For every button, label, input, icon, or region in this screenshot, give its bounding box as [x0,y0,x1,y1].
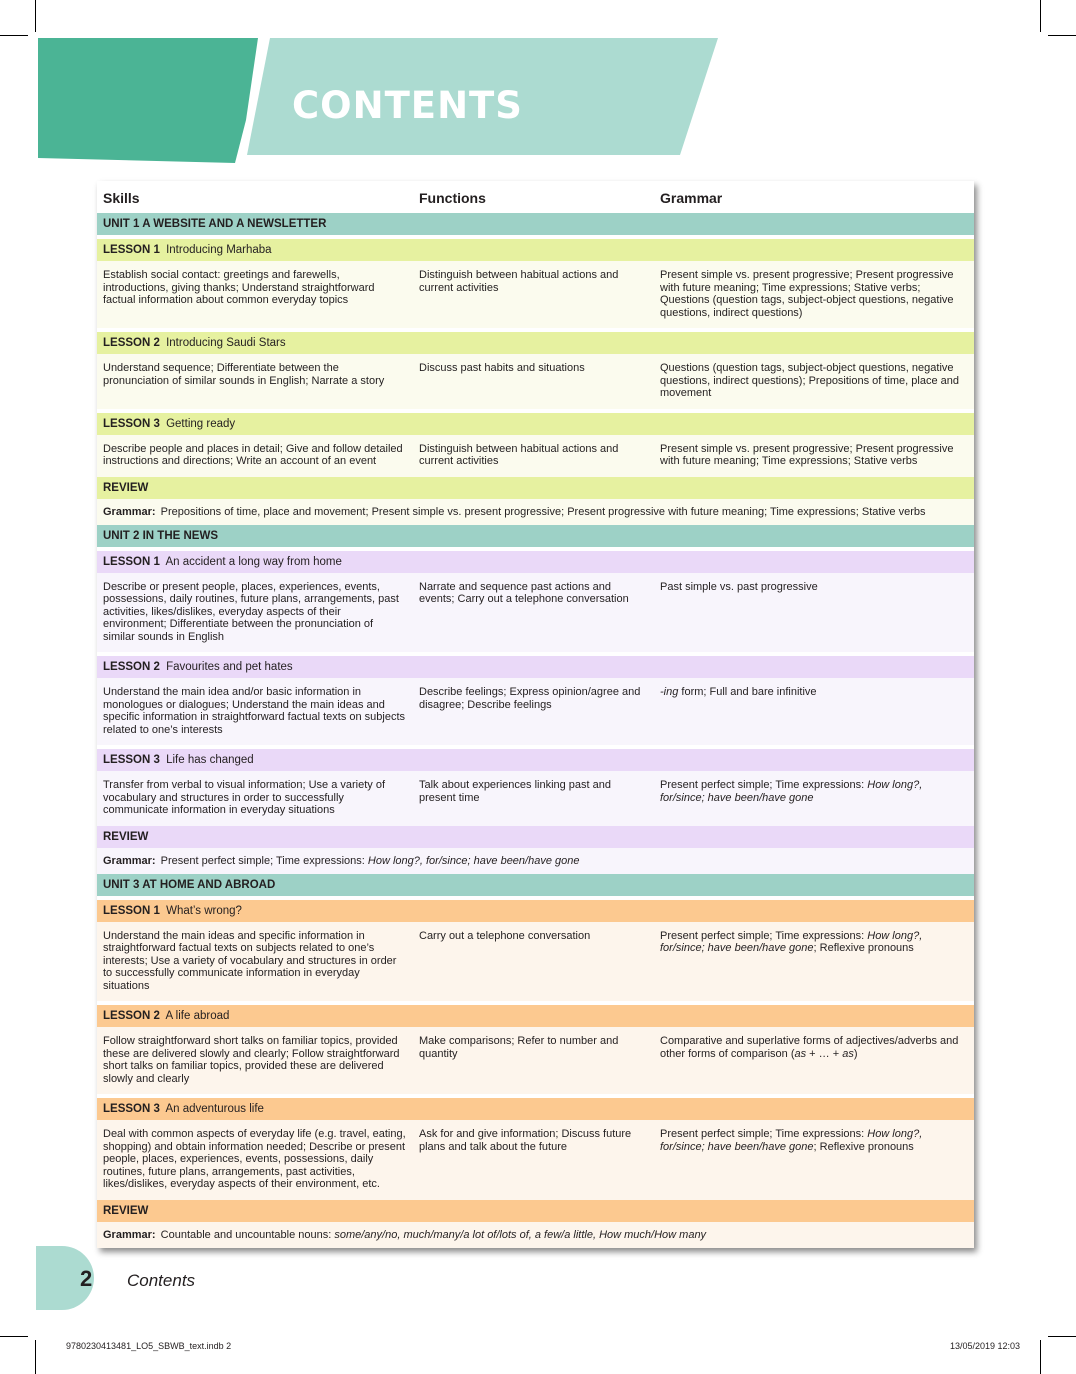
lesson-name: Getting ready [166,417,236,430]
lesson-name: An accident a long way from home [165,555,342,568]
review-grammar [97,848,974,874]
review-grammar [97,1222,974,1248]
functions-cell: Talk about experiences linking past and present time [413,771,654,826]
print-slug-date: 13/05/2019 12:03 [950,1341,1021,1351]
print-slug-file: 9780230413481_LO5_SBWB_text.indb 2 [66,1341,232,1351]
lesson-name: An adventurous life [165,1103,264,1115]
grammar-italic: How long?, for/since; have been/have gone [660,779,923,804]
grammar-cell: Present simple vs. present progressive; Present progressive with future meaning; Time expressions; Stative verbs; Questions (question tags, subject-object questions, negative questions, indirect questions) [654,261,974,328]
skills-cell: Understand sequence; Differentiate between the pronunciation of similar sounds in English; Narrate a story [97,354,413,409]
functions-cell: Discuss past habits and situations [413,354,654,409]
review-grammar-italic: some/any/no, much/many/a lot of/lots of, a few/a little, How much/How many [334,1228,707,1241]
lesson-content-row [97,771,974,826]
column-header-grammar: Grammar [660,190,723,206]
lesson-content-row [97,261,974,328]
lesson-label: LESSON 3 [103,1103,160,1115]
grammar-italic: How long?, for/since; have been/have gone [660,1128,923,1153]
lesson-label: LESSON 1 [103,555,160,568]
page-title: CONTENTS [292,84,523,127]
column-header-skills: Skills [103,190,140,206]
lesson-content-row [97,678,974,745]
review-grammar-label: Grammar: [103,1228,156,1241]
lesson-name: A life abroad [165,1010,230,1022]
review-grammar-text: Present perfect simple; Time expressions: [160,854,368,867]
review-grammar-text: Prepositions of time, place and movement; Present simple vs. present progressive; Present progressive with future meaning; Time expressions; Stative verbs [160,505,926,518]
lesson-content-row [97,922,974,1002]
grammar-cell: Past simple vs. past progressive [654,573,974,653]
grammar-cell [654,771,974,826]
skills-cell: Transfer from verbal to visual information; Use a variety of vocabulary and structures in order to successfully communicate information in everyday situations [97,771,413,826]
grammar-cell: Questions (question tags, subject-object questions, negative questions, indirect questions); Prepositions of time, place and movement [654,354,974,409]
skills-cell: Understand the main ideas and specific information in straightforward factual texts on subjects related to one’s interests; Use a variety of vocabulary and structures in order to successfully communicate information in everyday situations [97,922,413,1002]
crop-mark [0,1336,28,1337]
lesson-label: LESSON 2 [103,337,160,349]
column-header-row [97,181,974,213]
grammar-tail: ; Reflexive pronouns [813,1140,914,1153]
skills-cell: Establish social contact: greetings and farewells, introductions, giving thanks; Understand straightforward factual information about common everyday topics [97,261,413,328]
lesson-label: LESSON 2 [103,661,160,673]
page-number: 2 [80,1266,93,1291]
lesson-header [97,1005,974,1027]
lesson-name: What’s wrong? [166,904,242,917]
header-banner [0,0,1076,170]
unit-title: UNIT 3 AT HOME AND ABROAD [97,874,974,896]
grammar-cell [654,678,974,745]
functions-cell: Carry out a telephone conversation [413,922,654,1002]
crop-mark [1040,1340,1041,1374]
lesson-label: LESSON 3 [103,417,160,430]
grammar-cell: Present simple vs. present progressive; Present progressive with future meaning; Time expressions; Stative verbs [654,435,974,477]
functions-cell: Distinguish between habitual actions and current activities [413,435,654,477]
unit-2 [97,525,974,874]
crop-mark [1048,1336,1076,1337]
lesson-content-row [97,1027,974,1094]
grammar-cell [654,1027,974,1094]
review-grammar [97,499,974,525]
lesson-label: LESSON 3 [103,754,160,766]
grammar-italic: as [794,1047,807,1060]
review-header: REVIEW [97,477,974,499]
review-grammar-text: Countable and uncountable nouns: [160,1228,335,1241]
grammar-italic: How long?, for/since; have been/have gone [660,929,923,954]
skills-cell: Deal with common aspects of everyday life (e.g. travel, eating, shopping) and obtain information needed; Describe or present people, places, experiences, events, possessions, daily routines, future plans, arrangements, past activities, likes/dislikes, everyday aspects of their environment, etc. [97,1120,413,1200]
lesson-name: Introducing Marhaba [166,244,272,256]
unit-1 [97,213,974,525]
lesson-header [97,332,974,354]
review-grammar-label: Grammar: [103,854,156,867]
lesson-header [97,551,974,573]
lesson-header [97,656,974,678]
grammar-tail: ; Reflexive pronouns [813,942,914,954]
column-header-functions: Functions [419,190,486,206]
skills-cell: Understand the main idea and/or basic information in monologues or dialogues; Understand the main ideas and specific information in straightforward factual texts on subjects related to one’s interests [97,678,413,745]
lesson-header [97,1098,974,1120]
grammar-text: Comparative and superlative forms of adjectives/adverbs and other forms of comparison ( [660,1035,959,1060]
grammar-cell [654,922,974,1002]
unit-title: UNIT 1 A WEBSITE AND A NEWSLETTER [97,213,974,235]
skills-cell: Describe or present people, places, experiences, events, possessions, daily routines, future plans, arrangements, past activities, likes/dislikes, everyday aspects of their environment; Differentiate between the pronunciation of similar sounds in English [97,573,413,653]
contents-table [97,181,974,1248]
lesson-content-row [97,435,974,477]
lesson-content-row [97,573,974,653]
lesson-label: LESSON 1 [103,904,160,917]
header-shapes [0,0,1076,170]
skills-cell: Describe people and places in detail; Give and follow detailed instructions and directions; Write an account of an event [97,435,413,477]
lesson-label: LESSON 2 [103,1010,160,1022]
review-header: REVIEW [97,826,974,848]
lesson-content-row [97,1120,974,1200]
grammar-text: Present perfect simple; Time expressions: [660,1128,868,1140]
functions-cell: Narrate and sequence past actions and events; Carry out a telephone conversation [413,573,654,653]
lesson-label: LESSON 1 [103,244,160,256]
functions-cell: Describe feelings; Express opinion/agree and disagree; Describe feelings [413,678,654,745]
lesson-header [97,239,974,261]
header-dark-shape [38,38,258,163]
lesson-header [97,900,974,922]
review-grammar-italic: How long?, for/since; have been/have gone [367,854,580,867]
functions-cell: Distinguish between habitual actions and current activities [413,261,654,328]
review-header: REVIEW [97,1200,974,1222]
skills-cell: Follow straightforward short talks on familiar topics, provided these are delivered slowly and clearly; Follow straightforward short talks on familiar topics, provided these are delivered slowly and clearly [97,1027,413,1094]
review-grammar-label: Grammar: [103,505,156,518]
grammar-cell [654,1120,974,1200]
grammar-text: Present perfect simple; Time expressions: [660,779,868,791]
lesson-header [97,749,974,771]
grammar-italic: as [842,1047,854,1060]
grammar-italic: -ing [660,686,679,698]
functions-cell: Make comparisons; Refer to number and quantity [413,1027,654,1094]
grammar-text: Present perfect simple; Time expressions: [660,929,868,942]
unit-title: UNIT 2 IN THE NEWS [97,525,974,547]
unit-3 [97,874,974,1248]
grammar-tail: ) [853,1047,858,1060]
page-section-label: Contents [127,1271,196,1290]
lesson-name: Life has changed [166,754,254,766]
lesson-content-row [97,354,974,409]
grammar-tail: + … + [806,1047,843,1060]
lesson-name: Favourites and pet hates [166,661,293,673]
crop-mark [35,1340,36,1374]
page-number-tab [0,1246,120,1310]
functions-cell: Ask for and give information; Discuss future plans and talk about the future [413,1120,654,1200]
lesson-header [97,413,974,435]
grammar-text: form; Full and bare infinitive [678,686,817,698]
lesson-name: Introducing Saudi Stars [166,337,286,349]
